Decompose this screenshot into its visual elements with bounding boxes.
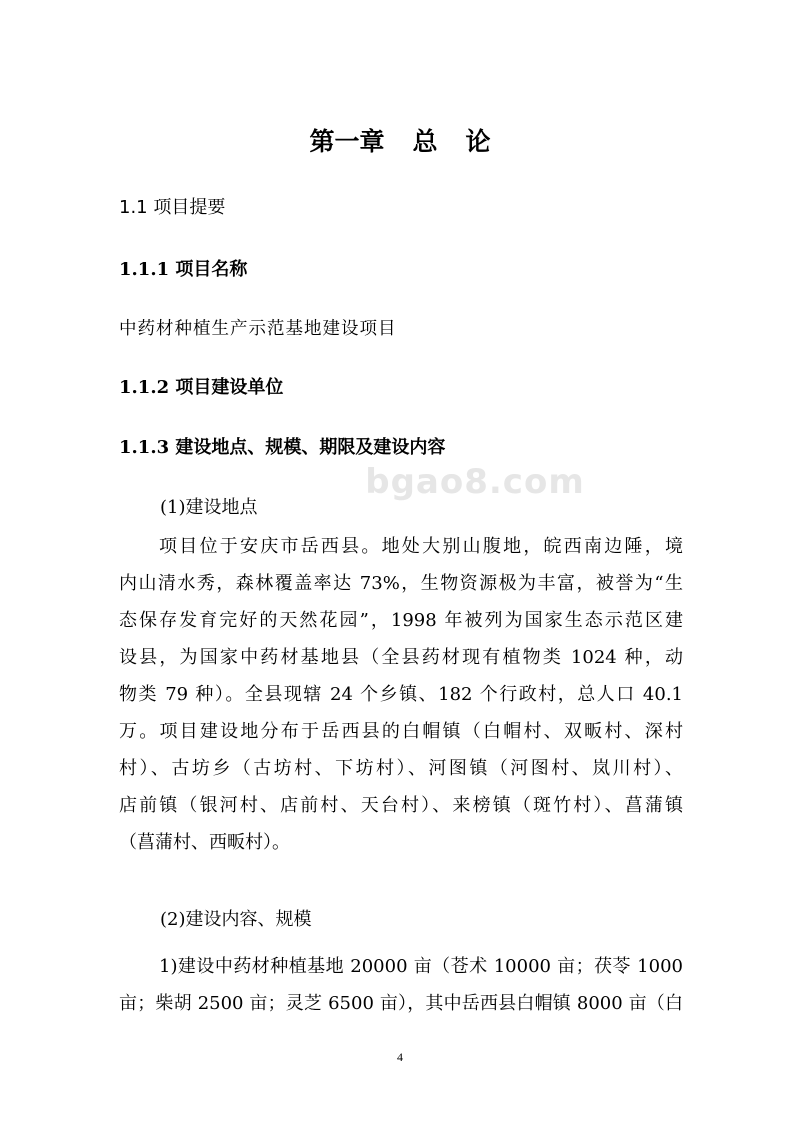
paragraph-line: 村）、古坊乡（古坊村、下坊村）、河图镇（河图村、岚川村）、: [119, 758, 683, 779]
paragraph-line: 设县，为国家中药材基地县（全县药材现有植物类 1024 种，动: [119, 647, 683, 668]
paragraph-line: 店前镇（银河村、店前村、天台村）、来榜镇（斑竹村）、菖蒲镇: [119, 795, 683, 816]
content-paragraph: [119, 948, 683, 1022]
location-paragraph: [119, 528, 683, 861]
section-heading-1-1-3: 1.1.3 建设地点、规模、期限及建设内容: [119, 437, 446, 458]
watermark: bgao8.com: [365, 462, 585, 502]
chapter-title: [0, 122, 800, 158]
paragraph-line: 1)建设中药材种植基地 20000 亩（苍术 10000 亩；茯苓 1000: [159, 956, 683, 977]
paragraph-line: 万。项目建设地分布于岳西县的白帽镇（白帽村、双畈村、深村: [119, 721, 683, 742]
paragraph-line: 亩；柴胡 2500 亩；灵芝 6500 亩），其中岳西县白帽镇 8000 亩（白: [119, 993, 683, 1014]
paragraph-line: （菖蒲村、西畈村）。: [119, 832, 290, 853]
project-name: 中药材种植生产示范基地建设项目: [119, 319, 397, 339]
paragraph-line: 态保存发育完好的天然花园”，1998 年被列为国家生态示范区建: [119, 610, 683, 631]
paragraph-line: 物类 79 种）。全县现辖 24 个乡镇、182 个行政村，总人口 40.1: [119, 684, 683, 705]
chapter-title-word-2: 论: [465, 127, 491, 156]
section-heading-1-1-2: 1.1.2 项目建设单位: [119, 377, 284, 398]
content-heading: (2)建设内容、规模: [160, 909, 312, 930]
chapter-label: 第一章: [309, 127, 385, 156]
section-heading-1-1: 1.1 项目提要: [119, 197, 226, 218]
location-heading: (1)建设地点: [160, 497, 258, 518]
paragraph-line: 项目位于安庆市岳西县。地处大别山腹地，皖西南边陲，境: [159, 536, 683, 557]
page-number: 4: [397, 1050, 403, 1064]
chapter-title-word-1: 总: [412, 127, 438, 156]
section-heading-1-1-1: 1.1.1 项目名称: [119, 259, 248, 280]
paragraph-line: 内山清水秀，森林覆盖率达 73%，生物资源极为丰富，被誉为“生: [119, 573, 683, 594]
